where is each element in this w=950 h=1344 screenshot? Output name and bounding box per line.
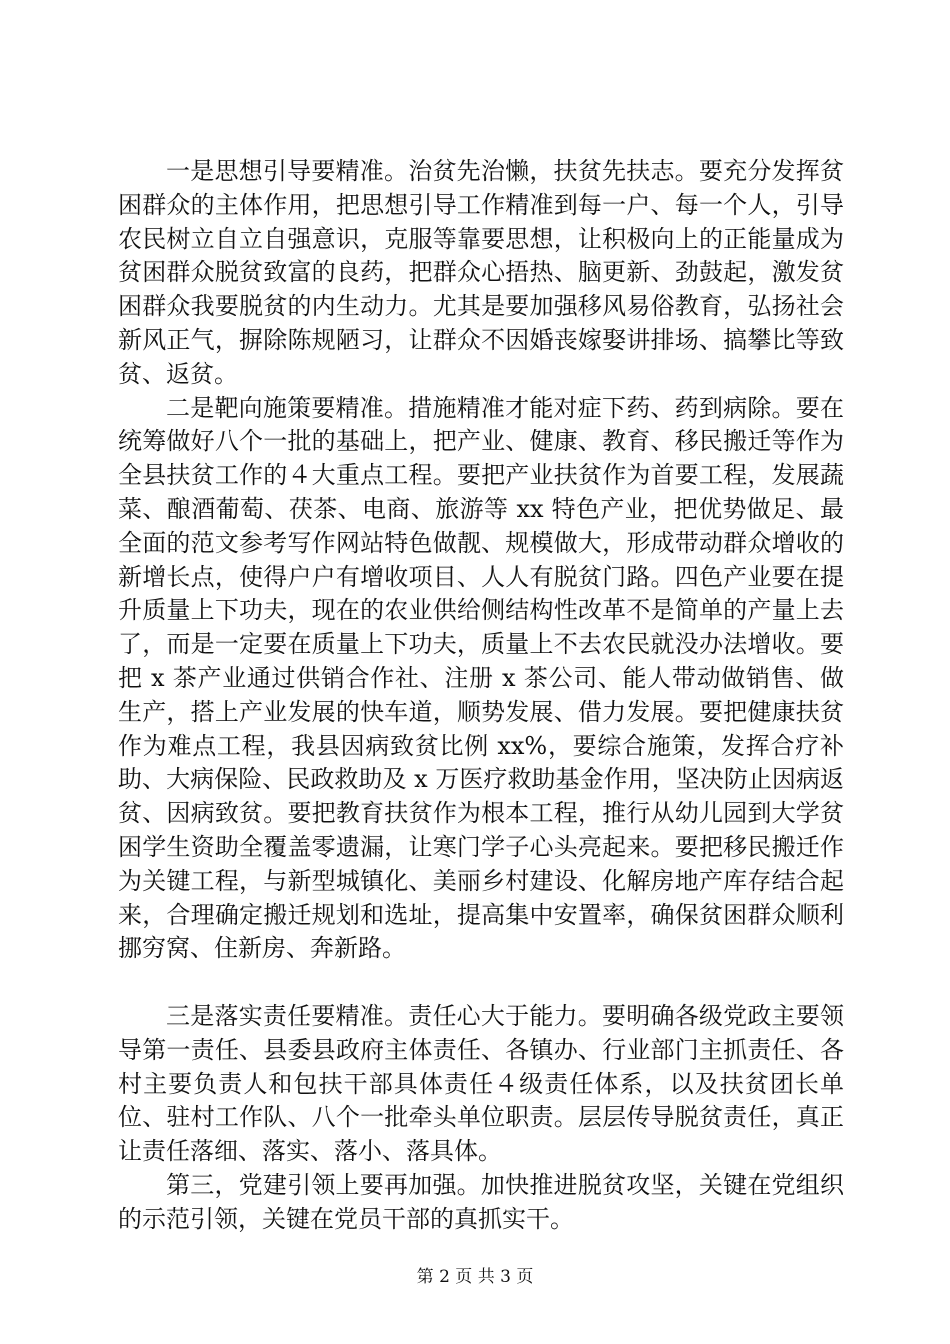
paragraph-responsibility: 三是落实责任要精准。责任心大于能力。要明确各级党政主要领导第一责任、县委县政府主体责任、各镇办、行业部门主抓责任、各村主要负责人和包扶干部具体责任４级责任体系，以及扶贫团长单位、驻村工作队、八个一批牵头单位职责。层层传导脱贫责任，真正让责任落细、落实、落小、落具体。 — [118, 1001, 844, 1166]
paragraph-party-building: 第三，党建引领上要再加强。加快推进脱贫攻坚，关键在党组织的示范引领，关键在党员干部的真抓实干。 — [118, 1170, 844, 1233]
paragraph-targeted-policy: 二是靶向施策要精准。措施精准才能对症下药、药到病除。要在统筹做好八个一批的基础上，把产业、健康、教育、移民搬迁等作为全县扶贫工作的４大重点工程。要把产业扶贫作为首要工程，发展蔬菜、酿酒葡萄、茯茶、电商、旅游等 xx 特色产业，把优势做足、最全面的范文参考写作网站特色做靓、规模做大，形成带动群众增收的新增长点，使得户户有增收项目、人人有脱贫门路。四色产业要在提升质量上下功夫，现在的农业供给侧结构性改革不是简单的产量上去了，而是一定要在质量上下功夫，质量上不去农民就没办法增收。要把 x 茶产业通过供销合作社、注册 x 茶公司、能人带动做销售、做生产，搭上产业发展的快车道，顺势发展、借力发展。要把健康扶贫作为难点工程，我县因病致贫比例 xx%，要综合施策，发挥合疗补助、大病保险、民政救助及 x 万医疗救助基金作用，坚决防止因病返贫、因病致贫。要把教育扶贫作为根本工程，推行从幼儿园到大学贫困学生资助全覆盖零遗漏，让寒门学子心头亮起来。要把移民搬迁作为关键工程，与新型城镇化、美丽乡村建设、化解房地产库存结合起来，合理确定搬迁规划和选址，提高集中安置率，确保贫困群众顺利挪穷窝、住新房、奔新路。 — [118, 393, 844, 963]
page-footer: 第 2 页 共 3 页 — [416, 1267, 534, 1287]
document-body — [118, 155, 844, 1237]
paragraph-thought-guidance: 一是思想引导要精准。治贫先治懒，扶贫先扶志。要充分发挥贫困群众的主体作用，把思想引导工作精准到每一户、每一个人，引导农民树立自立自强意识，克服等靠要思想，让积极向上的正能量成为贫困群众脱贫致富的良药，把群众心捂热、脑更新、劲鼓起，激发贫困群众我要脱贫的内生动力。尤其是要加强移风易俗教育，弘扬社会新风正气，摒除陈规陋习，让群众不因婚丧嫁娶讲排场、搞攀比等致贫、返贫。 — [118, 157, 844, 388]
